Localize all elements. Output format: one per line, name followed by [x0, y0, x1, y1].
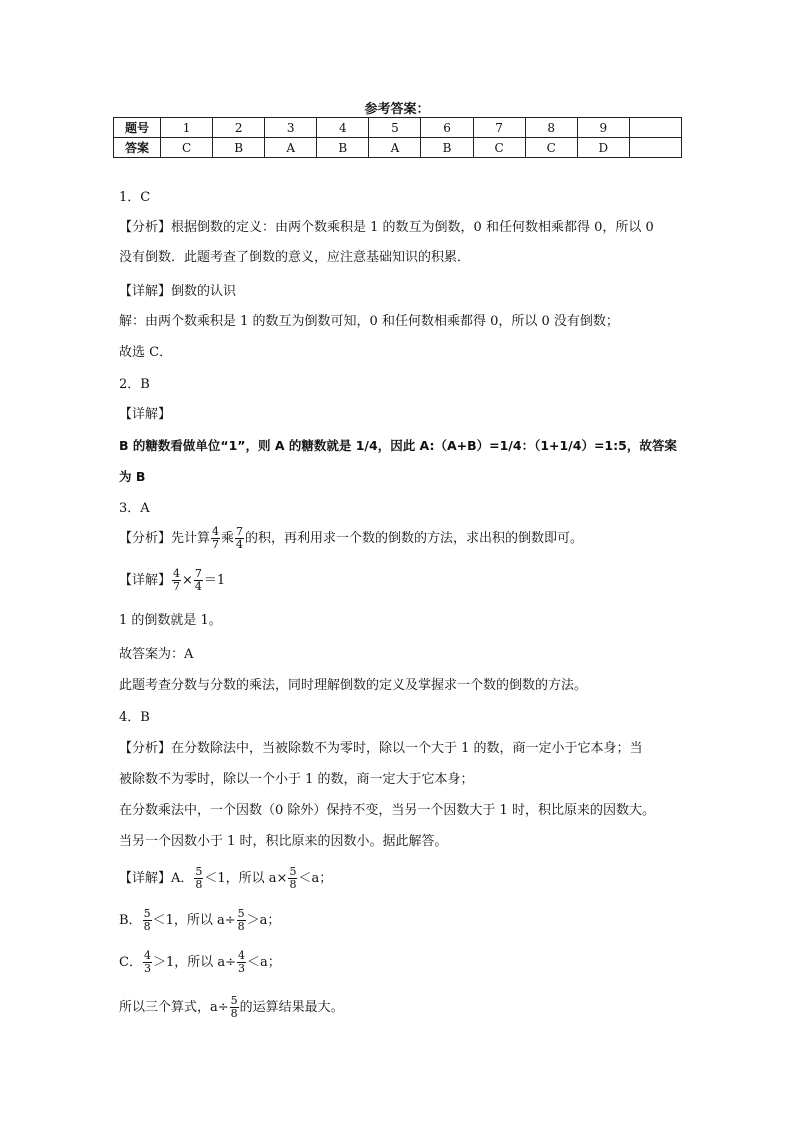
fraction-numerator: 4 — [173, 567, 181, 580]
answer-table — [113, 117, 682, 158]
q1-conclusion: 故选 C． — [119, 345, 173, 360]
q4-analysis-line3: 在分数乘法中，一个因数（0 除外）保持不变，当另一个因数大于 1 时，积比原来的因数大。 — [119, 803, 655, 818]
page-title: 参考答案： — [364, 102, 430, 117]
table-cell: 5 — [369, 118, 421, 138]
q4-b-mid: ＜1，所以 a÷ — [152, 913, 236, 928]
q1-solution: 解：由两个数乘积是 1 的数互为倒数可知，0 和任何数相乘都得 0，所以 0 没有倒数； — [119, 314, 619, 329]
table-cell: 1 — [161, 118, 213, 138]
table-cell — [629, 118, 681, 138]
q1-detail: 【详解】倒数的认识 — [119, 284, 237, 299]
table-cell: A — [369, 138, 421, 158]
fraction — [235, 526, 244, 551]
q3-heading: 3．A — [119, 501, 150, 516]
table-cell: 4 — [317, 118, 369, 138]
fraction-denominator: 3 — [238, 962, 245, 975]
fraction-denominator: 7 — [173, 580, 181, 593]
table-header-answer: 答案 — [114, 138, 161, 158]
fraction-denominator: 7 — [212, 538, 220, 551]
fraction-numerator: 4 — [212, 525, 220, 538]
q1-analysis-line2: 没有倒数．此题考查了倒数的意义，应注意基础知识的积累． — [119, 250, 471, 265]
q3-reciprocal: 1 的倒数就是 1。 — [119, 613, 222, 628]
fraction — [237, 908, 246, 933]
q3-analysis-mid: 乘 — [221, 531, 235, 546]
table-cell — [629, 138, 681, 158]
fraction — [230, 995, 239, 1020]
equals-one: ＝1 — [203, 573, 226, 588]
fraction-denominator: 8 — [289, 878, 297, 891]
q2-heading: 2．B — [119, 377, 150, 392]
q2-line1: B 的糖数看做单位“1”，则 A 的糖数就是 1/4，因此 A:（A+B）=1/4：（1+1/4）=1:5，故答案 — [119, 438, 677, 453]
q4-analysis-line1: 【分析】在分数除法中，当被除数不为零时，除以一个大于 1 的数，商一定小于它本身；当 — [119, 741, 643, 756]
fraction-numerator: 4 — [143, 949, 151, 962]
fraction-denominator: 4 — [194, 580, 202, 593]
fraction — [211, 526, 220, 551]
fraction-denominator: 8 — [195, 878, 203, 891]
table-cell: C — [473, 138, 525, 158]
fraction-numerator: 5 — [230, 994, 238, 1007]
times-sign: × — [182, 573, 193, 588]
fraction — [288, 866, 297, 891]
fraction-numerator: 5 — [143, 907, 151, 920]
table-cell: B — [213, 138, 265, 158]
q3-analysis-pre: 【分析】先计算 — [119, 531, 211, 546]
table-row-numbers — [114, 118, 682, 138]
fraction-denominator: 4 — [236, 538, 244, 551]
table-cell: 6 — [421, 118, 473, 138]
fraction-denominator: 8 — [143, 920, 151, 933]
fraction-numerator: 4 — [238, 949, 245, 962]
q4-a-mid: ＜1，所以 a× — [204, 871, 288, 886]
q3-summary: 此题考查分数与分数的乘法，同时理解倒数的定义及掌握求一个数的倒数的方法。 — [119, 678, 588, 693]
table-cell: 8 — [525, 118, 577, 138]
table-row-answers — [114, 138, 682, 158]
fraction — [194, 568, 203, 593]
table-cell: C — [525, 138, 577, 158]
q4-final-pre: 所以三个算式，a÷ — [119, 1000, 229, 1015]
fraction-numerator: 5 — [237, 907, 245, 920]
q4-b-pre: B． — [119, 913, 142, 928]
fraction — [237, 950, 246, 975]
q3-answer: 故答案为：A — [119, 647, 194, 662]
q2-detail: 【详解】 — [119, 407, 172, 422]
fraction-numerator: 7 — [236, 525, 244, 538]
q3-analysis-post: 的积，再利用求一个数的倒数的方法，求出积的倒数即可。 — [245, 531, 584, 546]
q4-a-pre: 【详解】A． — [119, 871, 194, 886]
q4-analysis-line4: 当另一个因数小于 1 时，积比原来的因数小。据此解答。 — [119, 834, 448, 849]
q4-c-mid: ＞1，所以 a÷ — [152, 955, 236, 970]
q4-final-post: 的运算结果最大。 — [239, 1000, 344, 1015]
table-cell: A — [265, 138, 317, 158]
fraction-denominator: 8 — [237, 920, 245, 933]
fraction — [194, 866, 203, 891]
q4-c-pre: C． — [119, 955, 142, 970]
fraction-numerator: 7 — [194, 567, 202, 580]
table-cell: C — [161, 138, 213, 158]
table-cell: 9 — [577, 118, 629, 138]
table-cell: D — [577, 138, 629, 158]
table-cell: B — [421, 138, 473, 158]
q4-final — [119, 995, 344, 1020]
q4-detail-c — [119, 950, 281, 975]
q4-a-end: ＜a； — [298, 871, 333, 886]
table-cell: B — [317, 138, 369, 158]
q4-detail-a — [119, 866, 332, 891]
table-cell: 3 — [265, 118, 317, 138]
q2-line2: 为 B — [119, 469, 146, 484]
fraction-numerator: 5 — [289, 865, 297, 878]
fraction-numerator: 5 — [195, 865, 203, 878]
q4-c-end: ＜a； — [247, 955, 281, 970]
q1-heading: 1．C — [119, 190, 151, 205]
q4-heading: 4．B — [119, 710, 150, 725]
q3-detail-pre: 【详解】 — [119, 573, 172, 588]
q4-b-end: ＞a； — [246, 913, 281, 928]
fraction — [143, 950, 152, 975]
table-cell: 7 — [473, 118, 525, 138]
q4-analysis-line2: 被除数不为零时，除以一个小于 1 的数，商一定大于它本身； — [119, 772, 474, 787]
fraction — [172, 568, 181, 593]
table-header-question-number: 题号 — [114, 118, 161, 138]
fraction-denominator: 3 — [143, 962, 151, 975]
fraction-denominator: 8 — [230, 1007, 238, 1020]
q1-analysis-line1: 【分析】根据倒数的定义：由两个数乘积是 1 的数互为倒数，0 和任何数相乘都得 0，所以 0 — [119, 220, 654, 235]
q3-detail — [119, 568, 225, 593]
table-cell: 2 — [213, 118, 265, 138]
fraction — [143, 908, 152, 933]
q4-detail-b — [119, 908, 280, 933]
q3-analysis — [119, 526, 583, 551]
